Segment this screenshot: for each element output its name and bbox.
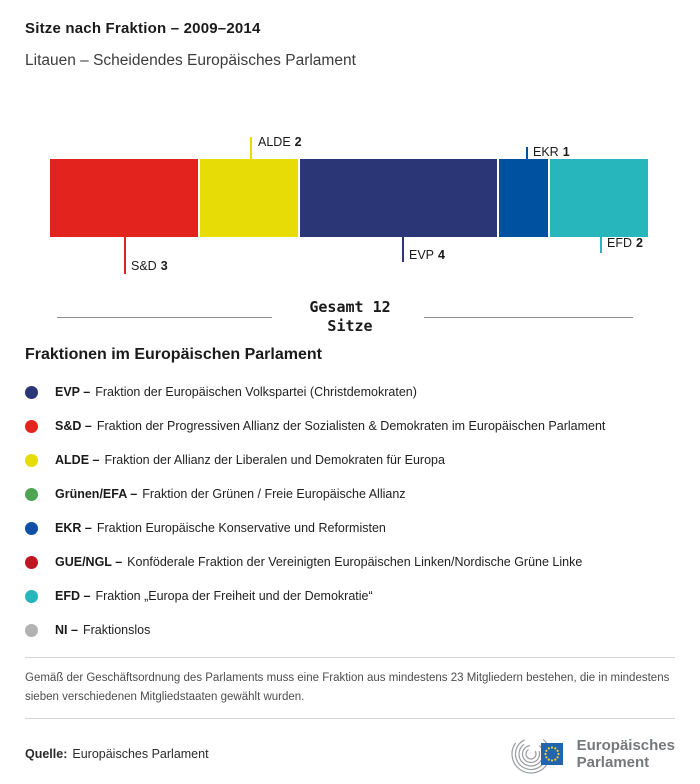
seat-bar-chart bbox=[0, 132, 700, 282]
legend-abbr: EVP – bbox=[55, 385, 91, 399]
callout-label-alde bbox=[258, 135, 302, 149]
total-line1: Gesamt 12 bbox=[309, 298, 391, 316]
callout-label-ekr bbox=[533, 145, 570, 159]
page-title: Sitze nach Fraktion – 2009–2014 bbox=[25, 20, 261, 37]
group-name: S&D bbox=[131, 259, 157, 273]
bar-segment-ekr[interactable] bbox=[499, 159, 548, 237]
total-divider-right bbox=[424, 317, 633, 318]
callout-tick-evp bbox=[402, 237, 404, 262]
bar-segment-efd[interactable] bbox=[550, 159, 648, 237]
group-name: EFD bbox=[607, 236, 632, 250]
legend-abbr: S&D – bbox=[55, 419, 92, 433]
bar-segment-evp[interactable] bbox=[300, 159, 497, 237]
page-subtitle: Litauen – Scheidendes Europäisches Parlament bbox=[25, 52, 356, 69]
logo-line2: Parlament bbox=[576, 754, 650, 771]
legend-desc: Fraktion Europäische Konservative und Reformisten bbox=[96, 521, 386, 535]
total-seats-text bbox=[275, 298, 425, 336]
source bbox=[25, 747, 209, 761]
legend-item-sd bbox=[25, 419, 675, 433]
logo-text bbox=[577, 737, 675, 771]
callout-tick-efd bbox=[600, 237, 602, 253]
source-row bbox=[25, 733, 675, 775]
legend-desc: Fraktion der Europäischen Volkspartei (Christdemokraten) bbox=[95, 385, 417, 399]
seat-count: 3 bbox=[160, 259, 168, 273]
callout-label-sd bbox=[131, 259, 168, 273]
legend-item-ekr bbox=[25, 521, 675, 535]
legend-item-alde bbox=[25, 453, 675, 467]
legend-dot-efd bbox=[25, 590, 38, 603]
seat-count: 4 bbox=[438, 248, 445, 262]
legend-item-evp bbox=[25, 385, 675, 399]
legend-abbr: Grünen/EFA – bbox=[55, 487, 138, 501]
legend-item-efd bbox=[25, 589, 675, 603]
legend-heading: Fraktionen im Europäischen Parlament bbox=[25, 346, 322, 363]
callout-tick-sd bbox=[124, 237, 126, 274]
source-value: Europäisches Parlament bbox=[72, 747, 209, 761]
legend-dot-gue-ngl bbox=[25, 556, 38, 569]
legend-desc: Fraktion der Allianz der Liberalen und Demokraten für Europa bbox=[104, 453, 445, 467]
legend-abbr: EFD – bbox=[55, 589, 91, 603]
callout-label-efd bbox=[607, 236, 643, 250]
seat-count: 1 bbox=[562, 145, 570, 159]
legend-desc: Fraktion „Europa der Freiheit und der Demokratie“ bbox=[95, 589, 373, 603]
parliament-hemicycle-icon bbox=[505, 733, 569, 775]
total-line2: Sitze bbox=[327, 317, 373, 335]
footnote-divider-bottom bbox=[25, 718, 675, 719]
seat-count: 2 bbox=[636, 236, 643, 250]
legend-desc: Fraktion der Progressiven Allianz der Sozialisten & Demokraten im Europäischen Parlament bbox=[96, 419, 606, 433]
legend-dot-ni bbox=[25, 624, 38, 637]
callout-tick-alde bbox=[250, 137, 252, 159]
legend-abbr: GUE/NGL – bbox=[55, 555, 123, 569]
group-name: EVP bbox=[409, 248, 435, 262]
total-divider-left bbox=[57, 317, 272, 318]
seat-count: 2 bbox=[294, 135, 302, 149]
legend-abbr: NI – bbox=[55, 623, 78, 637]
legend-dot-sd bbox=[25, 420, 38, 433]
legend-abbr: ALDE – bbox=[55, 453, 100, 467]
legend-abbr: EKR – bbox=[55, 521, 92, 535]
legend-desc: Fraktion der Grünen / Freie Europäische Allianz bbox=[142, 487, 406, 501]
footnote-divider-top bbox=[25, 657, 675, 658]
legend-item-gue-ngl bbox=[25, 555, 675, 569]
seat-bar bbox=[50, 159, 648, 237]
eu-flag-icon bbox=[541, 743, 563, 765]
bar-segment-alde[interactable] bbox=[200, 159, 298, 237]
footnote: Gemäß der Geschäftsordnung des Parlaments muss eine Fraktion aus mindestens 23 Mitgliedern bestehen, die in mindestens sieben verschiedenen Mitgliedstaaten gewählt wurden. bbox=[25, 672, 670, 703]
callout-tick-ekr bbox=[526, 147, 528, 159]
european-parliament-logo bbox=[505, 733, 675, 775]
group-name: ALDE bbox=[258, 135, 291, 149]
source-label: Quelle: bbox=[25, 747, 68, 761]
group-name: EKR bbox=[533, 145, 559, 159]
legend-dot-evp bbox=[25, 386, 38, 399]
legend-dot-ekr bbox=[25, 522, 38, 535]
total-seats bbox=[0, 298, 700, 340]
legend-item-ni bbox=[25, 623, 675, 637]
legend-dot-alde bbox=[25, 454, 38, 467]
legend-dot-gruenen-efa bbox=[25, 488, 38, 501]
legend-item-gruenen-efa bbox=[25, 487, 675, 501]
legend-desc: Konföderale Fraktion der Vereinigten Europäischen Linken/Nordische Grüne Linke bbox=[127, 555, 583, 569]
callout-label-evp bbox=[409, 248, 445, 262]
legend-desc: Fraktionslos bbox=[82, 623, 151, 637]
logo-line1: Europäisches bbox=[576, 737, 675, 754]
legend-list bbox=[25, 385, 675, 637]
bar-segment-s-d[interactable] bbox=[50, 159, 198, 237]
